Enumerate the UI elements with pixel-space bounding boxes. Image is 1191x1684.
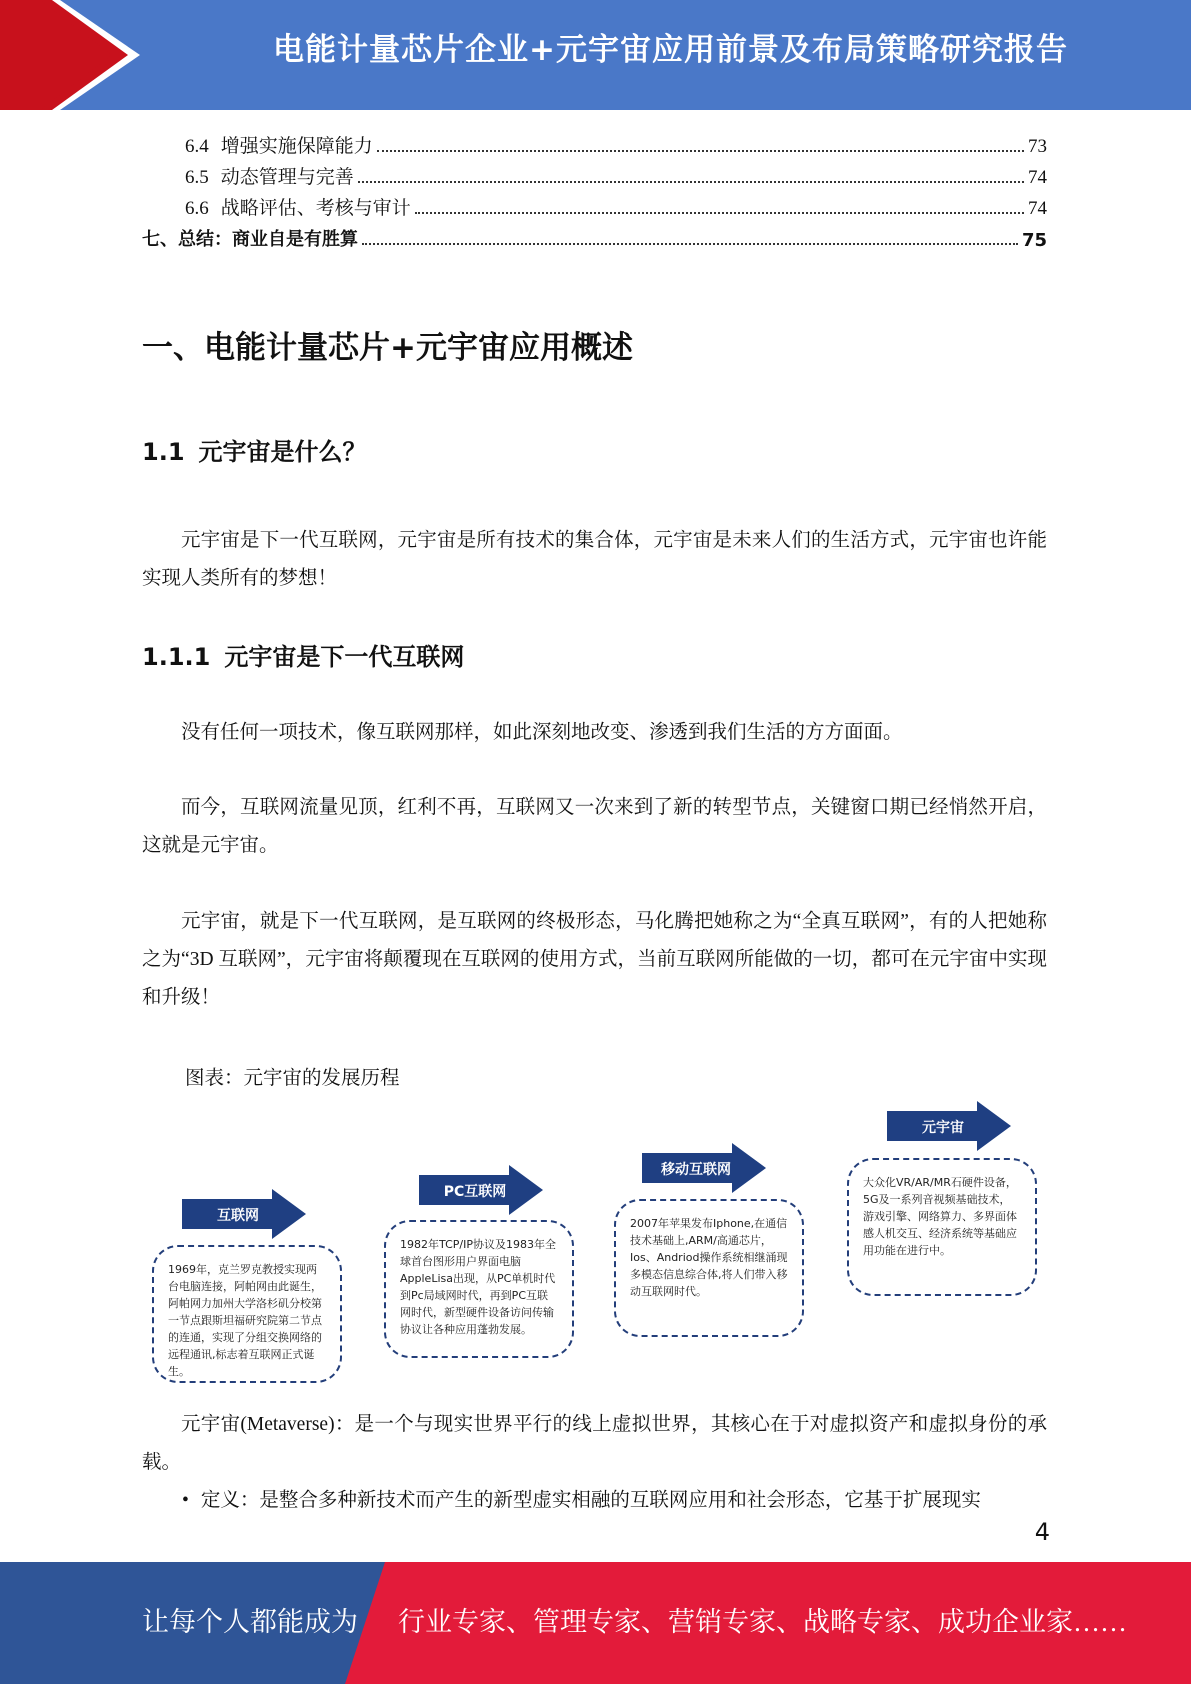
page-number: 4 [1034, 1518, 1050, 1546]
footer-slogan-left: 让每个人都能成为 [142, 1607, 358, 1637]
stage-description-internet: 1969年，克兰罗克教授实现两台电脑连接，阿帕网由此诞生，阿帕网力加州大学洛杉矶分校第一节点跟斯坦福研究院第二节点的连通，实现了分组交换网络的远程通讯,标志着互联网正式诞生。 [152, 1245, 342, 1383]
toc-entry-label: 动态管理与完善 [220, 167, 354, 188]
stage-arrow-label: PC互联网 [443, 1184, 507, 1200]
header-accent-shape [0, 0, 170, 110]
toc-leader-dots [377, 150, 1024, 152]
toc-entry-label: 七、总结：商业自是有胜算 [142, 229, 358, 250]
stage-arrow-internet [182, 1189, 308, 1239]
toc-entry[interactable] [185, 128, 1047, 158]
subsubsection-number: 1.1.1 [142, 643, 211, 671]
stage-description-metaverse: 大众化VR/AR/MR石硬件设备，5G及一系列音视频基础技术，游戏引擎、网络算力、多界面体感人机交互、经济系统等基础应用功能在进行中。 [847, 1158, 1037, 1296]
bullet-dot-icon: • [182, 1490, 189, 1511]
bullet-item [142, 1482, 1047, 1520]
paragraph: 元宇宙(Metaverse)：是一个与现实世界平行的线上虚拟世界，其核心在于对虚拟资产和虚拟身份的承载。 [142, 1414, 1047, 1473]
stage-description-pc-internet: 1982年TCP/IP协议及1983年全球首台图形用户界面电脑AppleLisa出现，从PC单机时代到Pc局域网时代，再到PC互联网时代，新型硬件设备访问传输协议让各种应用蓬勃发展。 [384, 1220, 574, 1358]
section-heading: 一、电能计量芯片+元宇宙应用概述 [142, 330, 633, 366]
toc-leader-dots [415, 212, 1024, 214]
toc-entry-label: 增强实施保障能力 [220, 136, 373, 157]
subsubsection-heading [142, 637, 464, 672]
toc-entry-number: 6.4 [185, 136, 209, 157]
footer-slogan-right: 行业专家、管理专家、营销专家、战略专家、成功企业家…… [398, 1607, 1127, 1637]
paragraph: 没有任何一项技术，像互联网那样，如此深刻地改变、渗透到我们生活的方方面面。 [181, 722, 903, 743]
subsection-title: 元宇宙是什么？ [198, 438, 367, 466]
toc-leader-dots [358, 181, 1024, 183]
toc-entry-chapter[interactable] [142, 221, 1047, 251]
toc-entry-page: 74 [1028, 167, 1047, 188]
figure-caption: 图表：元宇宙的发展历程 [185, 1068, 400, 1089]
subsection-number: 1.1 [142, 438, 185, 466]
stage-arrow-label: 移动互联网 [661, 1162, 731, 1178]
toc-entry-number: 6.6 [185, 198, 209, 219]
toc-entry-page: 74 [1028, 198, 1047, 219]
stage-arrow-mobile-internet [642, 1143, 768, 1193]
subsubsection-title: 元宇宙是下一代互联网 [224, 643, 465, 671]
toc-leader-dots [362, 243, 1018, 245]
paragraph: 元宇宙是下一代互联网，元宇宙是所有技术的集合体，元宇宙是未来人们的生活方式，元宇宙也许能实现人类所有的梦想！ [142, 530, 1047, 589]
subsection-heading [142, 432, 367, 467]
toc-entry[interactable] [185, 190, 1047, 220]
paragraph: 元宇宙，就是下一代互联网，是互联网的终极形态，马化腾把她称之为“全真互联网”，有的人把她称之为“3D 互联网”，元宇宙将颠覆现在互联网的使用方式，当前互联网所能做的一切，都可在元宇宙中实现和升级！ [142, 911, 1047, 1008]
toc-entry-label: 战略评估、考核与审计 [220, 198, 411, 219]
bullet-text: 定义：是整合多种新技术而产生的新型虚实相融的互联网应用和社会形态，它基于扩展现实 [200, 1490, 981, 1511]
stage-arrow-pc-internet [419, 1165, 545, 1215]
stage-description-mobile-internet: 2007年苹果发布Iphone,在通信技术基础上,ARM/高通芯片，Ios、Andriod操作系统相继涌现多模态信息综合体,将人们带入移动互联网时代。 [614, 1199, 804, 1337]
stage-arrow-label: 元宇宙 [922, 1120, 964, 1136]
toc-entry[interactable] [185, 159, 1047, 189]
toc-entry-page: 73 [1028, 136, 1047, 157]
stage-arrow-label: 互联网 [217, 1208, 259, 1224]
stage-arrow-metaverse [887, 1101, 1013, 1151]
development-timeline-diagram [142, 1095, 1047, 1385]
paragraph: 而今，互联网流量见顶，红利不再，互联网又一次来到了新的转型节点，关键窗口期已经悄然开启，这就是元宇宙。 [142, 797, 1047, 856]
toc-entry-number: 6.5 [185, 167, 209, 188]
toc-entry-page: 75 [1021, 230, 1047, 251]
report-title: 电能计量芯片企业+元宇宙应用前景及布局策略研究报告 [273, 32, 1068, 68]
